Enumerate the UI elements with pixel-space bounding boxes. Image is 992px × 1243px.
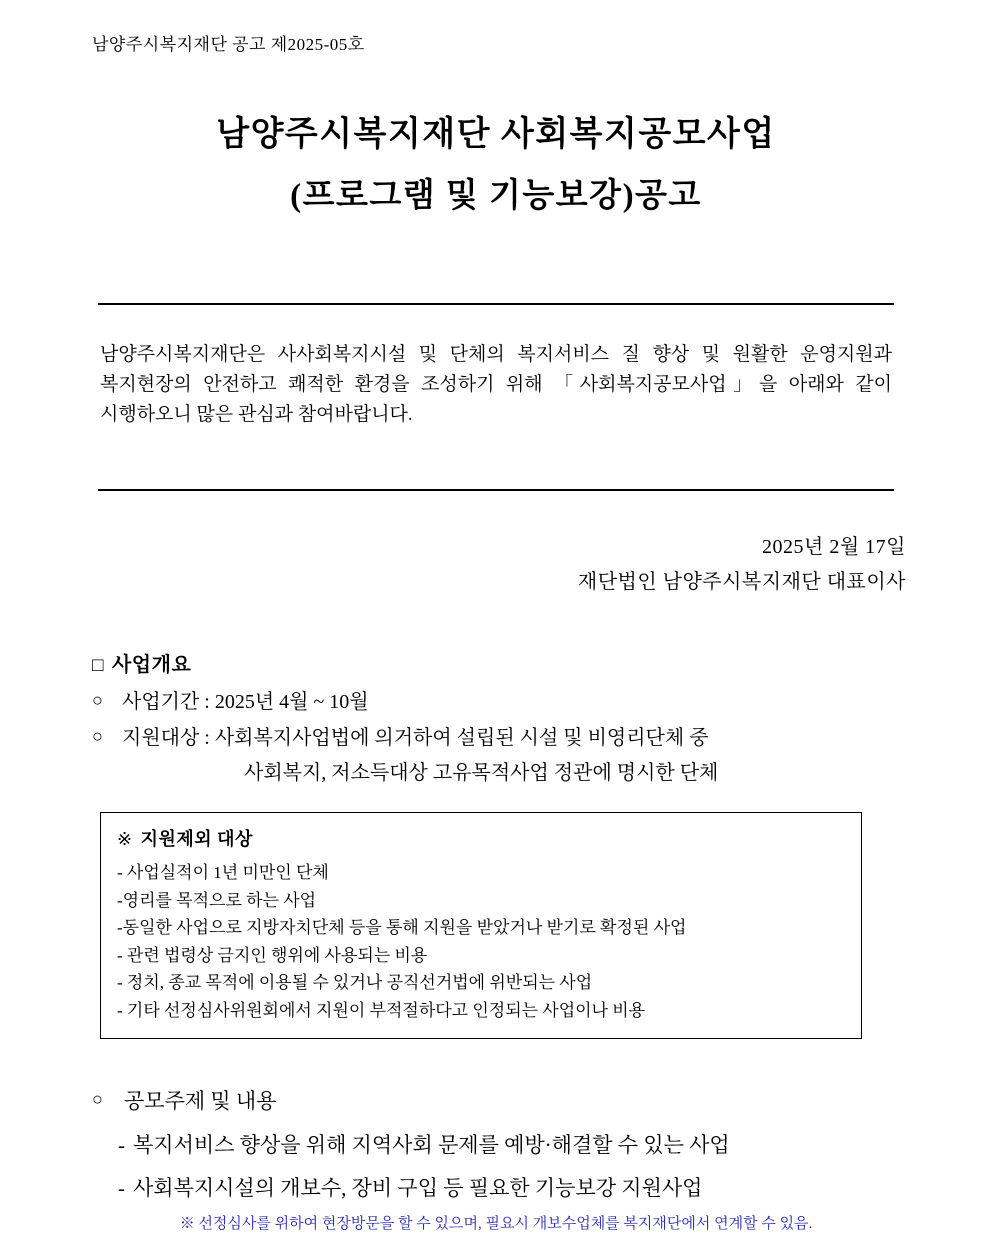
section-heading-label: 사업개요 [111,654,192,676]
list-item: - 기타 선정심사위원회에서 지원이 부적절하다고 인정되는 사업이나 비용 [117,1000,646,1020]
topic-section [92,1086,922,1205]
reference-mark-icon: ※ [117,829,133,849]
dash-marker-icon: - [118,1176,125,1200]
issuer-name: 재단법인 남양주시복지재단 대표이사 [577,571,906,593]
document-number: 남양주시복지재단 공고 제2025-05호 [92,35,365,54]
square-marker-icon: □ [92,655,104,676]
exclusion-title-label: 지원제외 대상 [140,829,253,849]
divider-bottom [98,489,894,491]
circle-marker-icon: ○ [92,690,103,710]
document-title [0,118,992,213]
circle-marker-icon: ○ [92,726,103,747]
list-item-text: 사회복지시설의 개보수, 장비 구입 등 필요한 기능보강 지원사업 [133,1176,703,1200]
intro-paragraph: 남양주시복지재단은 사사회복지시설 및 단체의 복지서비스 질 향상 및 원활한 운영지원과 복지현장의 안전하고 쾌적한 환경을 조성하기 위해 「사회복지공모사업」을 아래와 같이 시행하오니 많은 관심과 참여바랍니다. [100,344,892,426]
title-line-1: 남양주시복지재단 사회복지공모사업 [216,116,776,153]
list-item: -동일한 사업으로 지방자치단체 등을 통해 지원을 받았거나 받기로 확정된 사업 [117,918,687,938]
title-line-2: (프로그램 및 기능보강)공고 [290,178,702,214]
section-heading [92,648,902,677]
topic-heading-label: 공모주제 및 내용 [124,1089,277,1113]
topic-heading [92,1086,922,1118]
list-item-continuation: 사회복지, 저소득대상 고유목적사업 정관에 명시한 단체 [244,761,719,784]
divider-top [98,303,894,305]
list-item [92,723,902,788]
date-signature-block [0,530,906,600]
list-item-text: 복지서비스 향상을 위해 지역사회 문제를 예방·해결할 수 있는 사업 [133,1132,730,1157]
list-item [118,1130,922,1162]
dash-marker-icon: - [118,1132,125,1157]
footnote: ※ 선정심사를 위하여 현장방문을 할 수 있으며, 필요시 개보수업체를 복지재단에서 연계할 수 있음. [179,1216,813,1232]
list-item-text: 사업기간 : 2025년 4월 ~ 10월 [122,691,369,713]
list-item: - 정치, 종교 목적에 이용될 수 있거나 공직선거법에 위반되는 사업 [117,973,593,993]
section-overview [92,648,902,788]
list-item-text [122,723,902,788]
circle-marker-icon: ○ [92,1089,103,1109]
list-item: - 사업실적이 1년 미만인 단체 [117,863,329,882]
list-item: - 관련 법령상 금지인 행위에 사용되는 비용 [117,945,428,965]
list-item [118,1173,922,1205]
list-item: -영리를 목적으로 하는 사업 [117,890,317,910]
issue-date: 2025년 2월 17일 [762,536,906,558]
exclusion-box [100,812,862,1039]
list-item-main: 지원대상 : 사회복지사업법에 의거하여 설립된 시설 및 비영리단체 중 [122,727,709,750]
list-item [92,687,902,717]
exclusion-title [117,825,845,851]
